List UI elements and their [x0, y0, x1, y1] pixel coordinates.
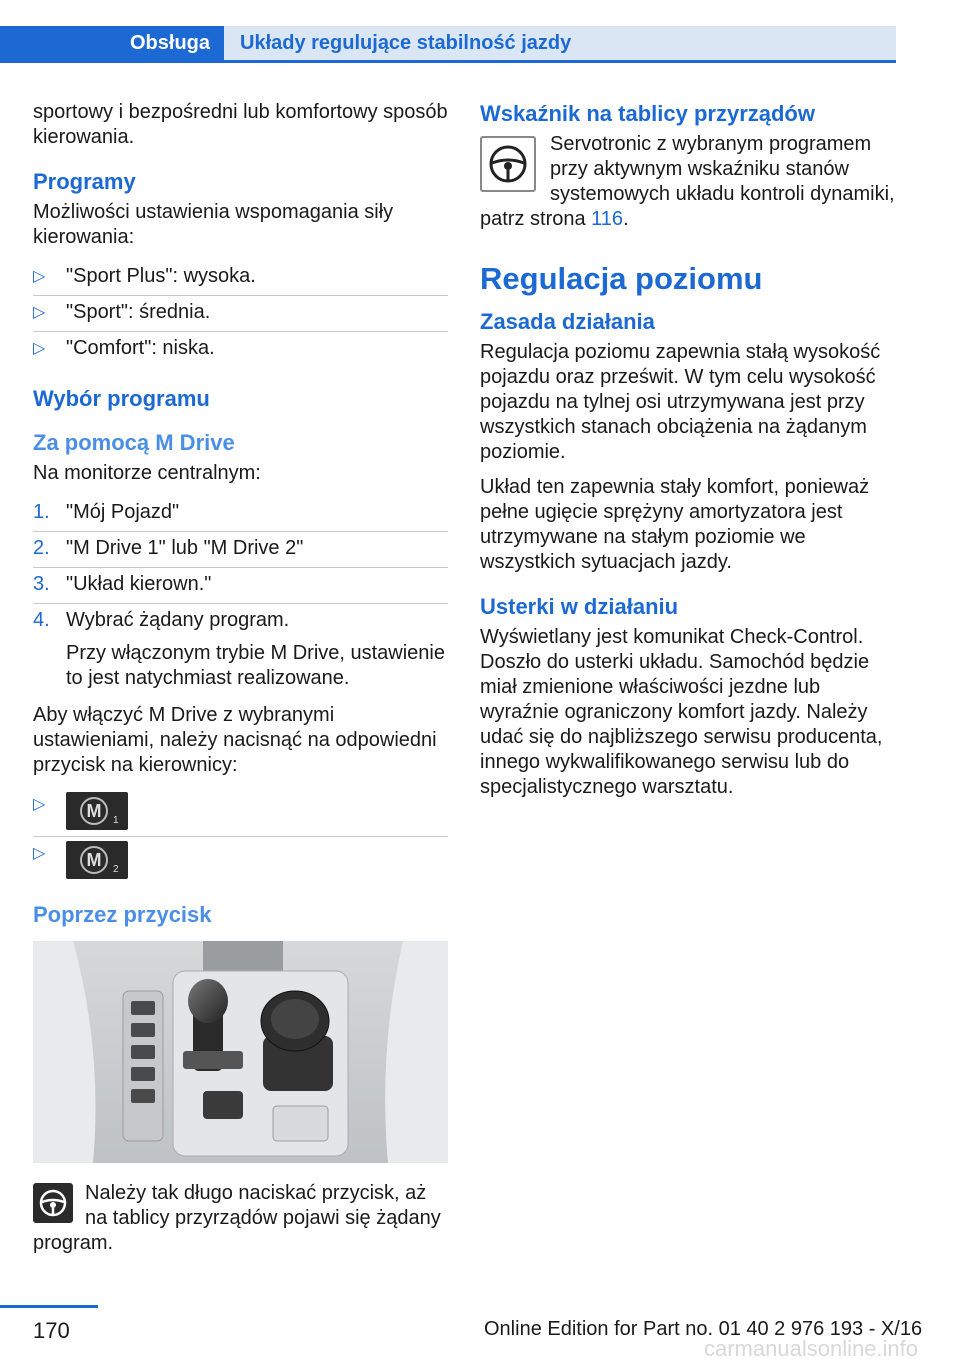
- svg-text:M: M: [86, 850, 102, 870]
- hold-instruction: [33, 1181, 448, 1256]
- triangle-bullet-icon: ▷: [33, 268, 46, 285]
- svg-text:M: M: [86, 801, 102, 821]
- list-item: 4. Wybrać żądany program. Przy włączonym trybie M Drive, ustawienie to jest natychmiast realizowane.: [33, 604, 448, 697]
- list-item: 2. "M Drive 1" lub "M Drive 2": [33, 532, 448, 568]
- principle-heading: Zasada działania: [480, 309, 655, 334]
- svg-text:1: 1: [113, 815, 119, 826]
- triangle-bullet-icon: ▷: [33, 845, 46, 862]
- button-list: [33, 788, 448, 885]
- chapter-label: Układy regulujące stabilność jazdy: [240, 32, 572, 54]
- mdrive-heading: Za pomocą M Drive: [33, 430, 235, 455]
- steering-wheel-icon: [33, 1183, 73, 1223]
- list-item: 1. "Mój Pojazd": [33, 496, 448, 532]
- triangle-bullet-icon: ▷: [33, 796, 46, 813]
- fault-paragraph: Wyświetlany jest komunikat Check-Control. Doszło do usterki układu. Samochód będzie miał zmienione właściwości jezdne lub wyraźnie ograniczony komfort jazdy. Należy udać się do najbliższego serwisu producenta, innego wykwalifikowanego serwisu lub do specjalistycznego warsztatu.: [480, 626, 883, 798]
- list-item: 3. "Układ kierown.": [33, 568, 448, 604]
- mdrive-text: Na monitorze centralnym:: [33, 462, 261, 484]
- page-number: 170: [33, 1318, 70, 1343]
- list-item: ▷ "Sport": średnia.: [33, 296, 448, 332]
- chapter-tab: [224, 26, 896, 62]
- section-tab: [0, 26, 224, 62]
- triangle-bullet-icon: ▷: [33, 340, 46, 357]
- programs-text: Możliwości ustawienia wspomagania siły kierowania:: [33, 201, 394, 248]
- list-item: ▷ "Comfort": niska.: [33, 337, 215, 359]
- svg-text:2: 2: [113, 864, 119, 875]
- list-item: [33, 837, 448, 885]
- steering-wheel-icon: [480, 136, 536, 192]
- triangle-bullet-icon: ▷: [33, 304, 46, 321]
- hold-text: Należy tak długo naciskać przycisk, aż na tablicy przyrządów pojawi się żądany program.: [33, 1182, 441, 1254]
- section-label: Obsługa: [130, 32, 211, 54]
- watermark: carmanualsonline.info: [704, 1336, 919, 1361]
- page-reference-link[interactable]: 116: [591, 208, 624, 230]
- m2-button-icon: [66, 841, 128, 879]
- fault-heading: Usterki w działaniu: [480, 594, 679, 619]
- steps-list: [33, 496, 448, 697]
- footer-rule: [0, 1305, 98, 1308]
- page-header: [0, 0, 960, 62]
- principle-paragraph-2: Układ ten zapewnia stały komfort, ponieważ pełne ugięcie sprężyny amortyzatora jest utrzymywane na stałym poziomie we wszystkich sytuacjach jazdy.: [480, 476, 870, 573]
- step-note: Przy włączonym trybie M Drive, ustawienie to jest natychmiast realizowane.: [66, 642, 445, 689]
- indicator-heading: Wskaźnik na tablicy przyrządów: [480, 101, 815, 126]
- indicator-text: Servotronic z wybranym programem przy aktywnym wskaźniku stanów systemowych układu kontroli dynamiki, patrz strona: [480, 133, 895, 230]
- list-item: [33, 788, 448, 837]
- m1-button-icon: [66, 792, 128, 830]
- level-control-heading: Regulacja poziomu: [480, 261, 763, 296]
- intro-paragraph: sportowy i bezpośredni lub komfortowy sposób kierowania.: [33, 101, 448, 148]
- select-program-heading: Wybór programu: [33, 386, 210, 411]
- principle-paragraph-1: Regulacja poziomu zapewnia stałą wysokość pojazdu oraz prześwit. W tym celu wysokość pojazdu na tylnej osi utrzymywana jest przy wszystkich stanach obciążenia na żądanym poziomie.: [480, 341, 881, 463]
- header-rule: [0, 60, 896, 63]
- center-console-photo: [33, 941, 448, 1163]
- program-list: [33, 260, 448, 367]
- indicator-block: Servotronic z wybranym programem przy aktywnym wskaźniku stanów systemowych układu kontroli dynamiki, patrz strona 116.: [480, 133, 895, 230]
- right-column: [480, 100, 896, 810]
- left-column: [33, 100, 448, 1266]
- programs-heading: Programy: [33, 169, 136, 194]
- activate-text: Aby włączyć M Drive z wybranymi ustawieniami, należy nacisnąć na odpowiedni przycisk na kierownicy:: [33, 704, 437, 776]
- edition-text: Online Edition for Part no. 01 40 2 976 193 - X/16: [484, 1318, 923, 1340]
- button-heading: Poprzez przycisk: [33, 902, 212, 927]
- list-item: ▷ "Sport Plus": wysoka.: [33, 260, 448, 296]
